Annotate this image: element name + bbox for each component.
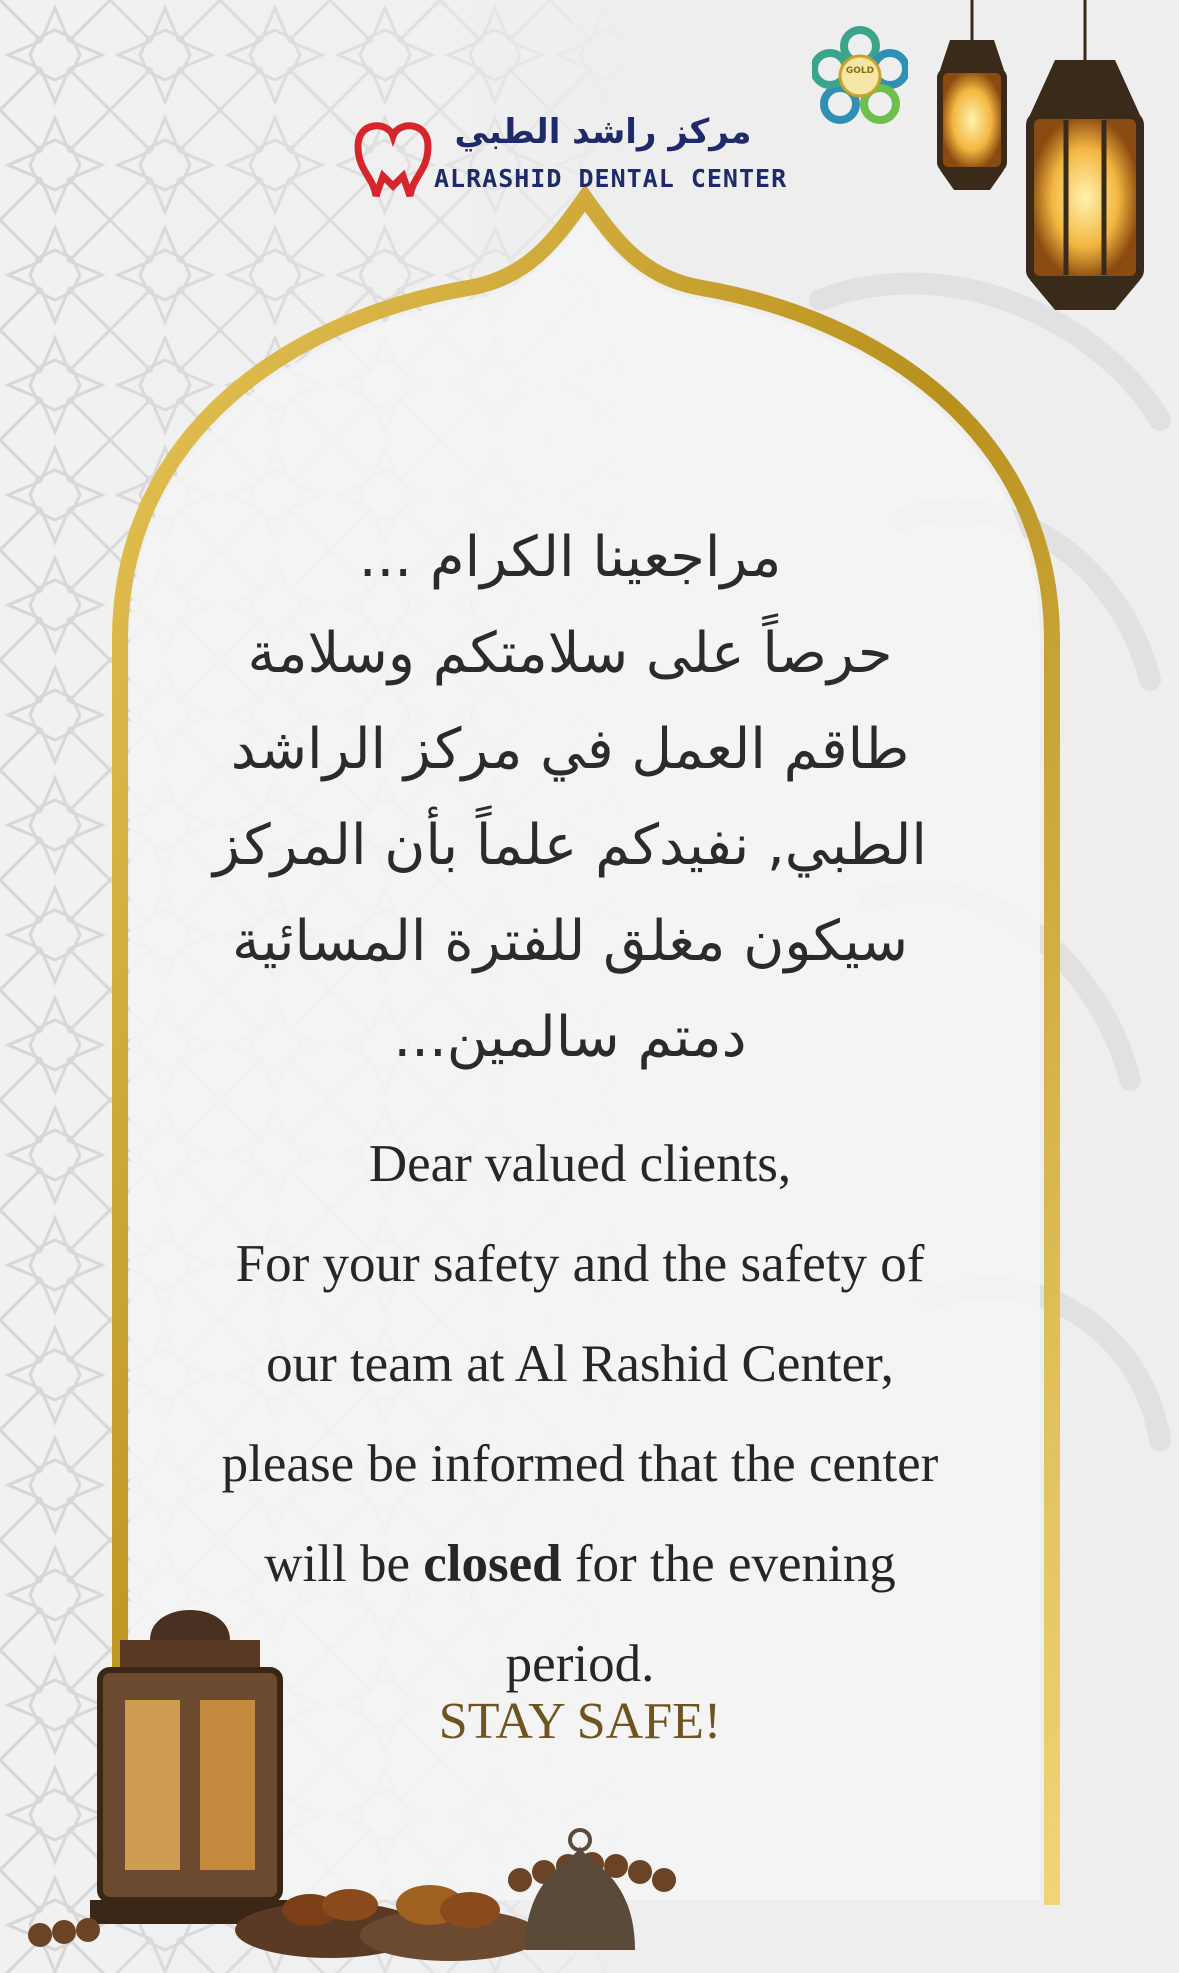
stay-safe-closing: STAY SAFE! — [438, 1693, 722, 1750]
arabic-line-6: دمتم سالمين... — [393, 1005, 747, 1070]
gold-badge-label: GOLD — [845, 66, 875, 76]
english-line-3: our team at Al Rashid Center, — [266, 1335, 894, 1393]
logo-arabic-name: مركز راشد الطبي — [454, 112, 752, 152]
english-line-5-post: for the evening — [561, 1535, 896, 1593]
english-line-5-pre: will be — [264, 1535, 424, 1593]
clinic-logo — [348, 112, 788, 208]
arabic-line-3: طاقم العمل في مركز الراشد — [230, 717, 910, 782]
english-line-2: For your safety and the safety of — [235, 1235, 925, 1293]
tooth-logo-icon — [348, 116, 438, 206]
english-notice — [130, 1114, 1030, 1714]
english-greeting: Dear valued clients, — [368, 1135, 792, 1193]
arabic-notice — [170, 510, 970, 1086]
arabic-line-2: حرصاً على سلامتكم وسلامة — [247, 621, 893, 686]
english-line-5 — [130, 1514, 1030, 1614]
english-line-4: please be informed that the center — [221, 1435, 939, 1493]
closed-emphasis: closed — [423, 1535, 562, 1593]
logo-english-name: ALRASHID DENTAL CENTER — [434, 164, 788, 193]
arabic-line-1: مراجعينا الكرام ... — [358, 525, 782, 590]
english-line-6: period. — [505, 1635, 655, 1693]
arabic-line-5: سيكون مغلق للفترة المسائية — [231, 909, 909, 974]
arabic-line-4: الطبي, نفيدكم علماً بأن المركز — [213, 813, 927, 878]
